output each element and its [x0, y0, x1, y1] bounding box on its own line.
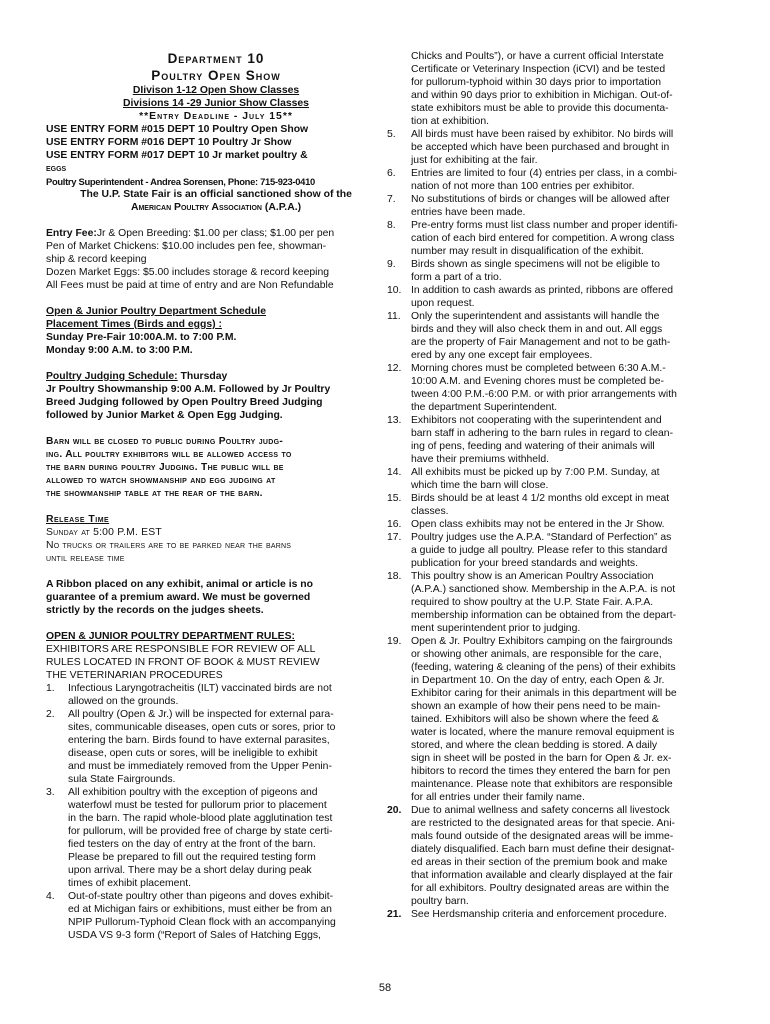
release-note: until release time: [46, 553, 125, 564]
rule-text-line: Out-of-state poultry other than pigeons and doves exhibit-: [68, 891, 334, 902]
rule-item: [387, 518, 723, 531]
rule-text-line: classes.: [411, 506, 449, 517]
rule-item: [46, 708, 386, 786]
rule-text-line: hibitors to record the times they entered the barn for pen: [411, 766, 671, 777]
rule-text-line: the department Superintendent.: [411, 402, 558, 413]
rule-text-line: Entries are limited to four (4) entries per class, in a combi-: [411, 168, 678, 179]
entry-form-016: USE ENTRY FORM #016 DEPT 10 Poultry Jr Show: [46, 137, 292, 148]
rule-text-line: diately disqualified. Each barn must define their designat-: [411, 844, 675, 855]
rule-number: 17.: [387, 532, 402, 543]
rule-number: 18.: [387, 571, 402, 582]
rule-text-line: upon arrival. There may be a short delay during peak: [68, 865, 312, 876]
rule-text-line: are the property of Fair Management and not to be gath-: [411, 337, 671, 348]
barn-notice-line: ing. All poultry exhibitors will be allowed access to: [46, 449, 292, 460]
rule-text-line: tion at exhibition.: [411, 116, 489, 127]
rule-text-line: sign in sheet will be posted in the barn for Open & Jr. ex-: [411, 753, 672, 764]
barn-notice-line: the barn during poultry Judging. The public will be: [46, 462, 284, 473]
rule-text-line: disease, open cuts or sores, will be ineligible to exhibit: [68, 748, 318, 759]
rule-text-line: entries have been made.: [411, 207, 526, 218]
rule-text-line: tween 4:00 P.M.-6:00 P.M. or with prior arrangements with: [411, 389, 677, 400]
rule-text-line: that information available and clearly displayed at the fair: [411, 870, 673, 881]
rule-text-line: All poultry (Open & Jr.) will be inspected for external para-: [68, 709, 334, 720]
rule-text-line: water is located, where the manure removal equipment is: [411, 727, 675, 738]
rule-text-line: nation of not more than 100 entries per exhibitor.: [411, 181, 635, 192]
fee-refund-note: All Fees must be paid at time of entry and are Non Refundable: [46, 280, 334, 291]
rule-text-line: ment superintendent prior to judging.: [411, 623, 581, 634]
entry-fee-line: [46, 227, 386, 240]
judging-line: Jr Poultry Showmanship 9:00 A.M. Followed by Jr Poultry: [46, 384, 331, 395]
rule-item: [387, 128, 723, 167]
rule-number: 21.: [387, 909, 402, 920]
judging-label: Poultry Judging Schedule:: [46, 371, 178, 382]
rules-intro: EXHIBITORS ARE RESPONSIBLE FOR REVIEW OF ALL: [46, 644, 316, 655]
superintendent-line: Poultry Superintendent - Andrea Sorensen, Phone: 715-923-0410: [46, 176, 315, 187]
rule-number: 4.: [46, 891, 55, 902]
rule-text-line: for all exhibitors. Poultry designated areas are within the: [411, 883, 670, 894]
rule-number: 14.: [387, 467, 402, 478]
rule-text-line: Exhibitor caring for their animals in this department will be: [411, 688, 677, 699]
rule-number: 8.: [387, 220, 396, 231]
judging-line: Breed Judging followed by Open Poultry Breed Judging: [46, 397, 323, 408]
rule-text-line: USDA VS 9-3 form (“Report of Sales of Hatching Eggs,: [68, 930, 321, 941]
rule-text-line: Due to animal wellness and safety concerns all livestock: [411, 805, 670, 816]
rule-item: [387, 258, 723, 284]
release-note: No trucks or trailers are to be parked near the barns: [46, 540, 292, 551]
schedule-monday: Monday 9:00 A.M. to 3:00 P.M.: [46, 345, 193, 356]
ribbon-note: strictly by the records on the judges sheets.: [46, 605, 264, 616]
barn-notice-line: the showmanship table at the rear of the barn.: [46, 488, 263, 499]
rule-text-line: Birds should be at least 4 1/2 months old except in meat: [411, 493, 670, 504]
apa-line: American Poultry Association (A.P.A.): [130, 202, 302, 213]
placement-times-heading: Placement Times (Birds and eggs) :: [46, 319, 222, 330]
rule-item: [387, 167, 723, 193]
rule-text-line: Certificate or Veterinary Inspection (iCVI) and be tested: [411, 64, 666, 75]
rule-text-line: 10:00 A.M. and Evening chores must be completed be-: [411, 376, 664, 387]
rule-number: 2.: [46, 709, 55, 720]
rule-number: 10.: [387, 285, 402, 296]
rule-text-line: This poultry show is an American Poultry Association: [411, 571, 654, 582]
rule-4-continuation: [387, 50, 723, 128]
rule-text-line: Poultry judges use the A.P.A. “Standard of Perfection” as: [411, 532, 672, 543]
rule-number: 3.: [46, 787, 55, 798]
rule-number: 15.: [387, 493, 402, 504]
rule-text-line: waterfowl must be tested for pullorum prior to placement: [68, 800, 327, 811]
rule-text-line: (feeding, watering & cleaning of the pens) of their exhibits: [411, 662, 676, 673]
department-title: Department 10: [167, 51, 265, 66]
ribbon-note: A Ribbon placed on any exhibit, animal or article is no: [46, 579, 313, 590]
rule-text-line: Infectious Laryngotracheitis (ILT) vaccinated birds are not: [68, 683, 332, 694]
rule-item: [387, 804, 723, 908]
rule-item: [387, 570, 723, 635]
rule-item: [387, 635, 723, 804]
entry-fee-label: Entry Fee:: [46, 228, 97, 239]
rule-text-line: cation of each bird entered for competition. A wrong class: [411, 233, 675, 244]
rule-item: [387, 193, 723, 219]
rule-number: 9.: [387, 259, 396, 270]
schedule-heading: Open & Junior Poultry Department Schedule: [46, 306, 266, 317]
rule-number: 16.: [387, 519, 402, 530]
rule-text-line: No substitutions of birds or changes will be allowed after: [411, 194, 670, 205]
rule-text-line: Morning chores must be completed between 6:30 A.M.-: [411, 363, 666, 374]
rule-item: [387, 362, 723, 414]
division-junior: Divisions 14 -29 Junior Show Classes: [123, 98, 309, 109]
rule-text-line: be accepted which have been purchased and brought in: [411, 142, 670, 153]
rule-text-line: In addition to cash awards as printed, ribbons are offered: [411, 285, 674, 296]
rule-text-line: form a part of a trio.: [411, 272, 502, 283]
rule-item: [46, 786, 386, 890]
barn-notice-line: allowed to watch showmanship and egg judging at: [46, 475, 276, 486]
fair-sanction-line: The U.P. State Fair is an official sanctioned show of the: [80, 189, 352, 200]
rule-number: 11.: [387, 311, 401, 322]
rule-text-line: birds and they will also check them in and out. All eggs: [411, 324, 663, 335]
rule-text-line: for all entries under their family name.: [411, 792, 585, 803]
rule-text-line: All exhibits must be picked up by 7:00 P.M. Sunday, at: [411, 467, 660, 478]
rule-text-line: tained. Exhibitors will also be shown where the feed &: [411, 714, 659, 725]
rule-number: 19.: [387, 636, 402, 647]
department-subtitle: Poultry Open Show: [151, 68, 281, 83]
rule-item: [387, 492, 723, 518]
rule-text-line: publication for your breed standards and weights.: [411, 558, 639, 569]
rule-text-line: ed areas in their section of the premium book and make: [411, 857, 668, 868]
fee-market-eggs: Dozen Market Eggs: $5.00 includes storage & record keeping: [46, 267, 330, 278]
rule-text-line: Birds shown as single specimens will not be eligible to: [411, 259, 660, 270]
rule-item: [387, 466, 723, 492]
rule-text-line: and within 90 days prior to exhibition in Michigan. Out-of-: [411, 90, 673, 101]
rule-item: [387, 531, 723, 570]
judging-day: Thursday: [177, 371, 228, 382]
left-column: [46, 50, 386, 942]
rule-item: [387, 414, 723, 466]
entry-form-017-cont: eggs: [46, 163, 67, 174]
entry-form-017: USE ENTRY FORM #017 DEPT 10 Jr market poultry &: [46, 150, 308, 161]
rule-item: [46, 682, 386, 708]
rule-text-line: just for exhibiting at the fair.: [411, 155, 538, 166]
rules-intro: RULES LOCATED IN FRONT OF BOOK & MUST REVIEW: [46, 657, 320, 668]
rule-text-line: Chicks and Poults”), or have a current official Interstate: [411, 51, 664, 62]
rule-text-line: for pullorum, will be provided free of charge by state certi-: [68, 826, 333, 837]
rule-text-line: Only the superintendent and assistants will handle the: [411, 311, 660, 322]
rule-text-line: for pullorum-typhoid within 30 days prior to importation: [411, 77, 662, 88]
rule-text-line: upon request.: [411, 298, 475, 309]
rule-text-line: required to show poultry at the U.P. State Fair. A.P.A.: [411, 597, 654, 608]
rules-heading: OPEN & JUNIOR POULTRY DEPARTMENT RULES:: [46, 631, 296, 642]
schedule-sunday: Sunday Pre-Fair 10:00A.M. to 7:00 P.M.: [46, 332, 237, 343]
rule-text-line: Open & Jr. Poultry Exhibitors camping on the fairgrounds: [411, 636, 673, 647]
release-time: Sunday at 5:00 P.M. EST: [46, 527, 162, 538]
rules-intro: THE VETERINARIAN PROCEDURES: [46, 670, 223, 681]
rule-item: [387, 310, 723, 362]
entry-deadline: **Entry Deadline - July 15**: [139, 111, 293, 122]
barn-notice-line: Barn will be closed to public during Poultry judg-: [46, 436, 284, 447]
rule-text-line: number may result in disqualification of the exhibit.: [411, 246, 644, 257]
rule-item: [387, 284, 723, 310]
rules-list-left: [46, 682, 386, 942]
rule-text-line: which time the barn will close.: [411, 480, 549, 491]
entry-form-015: USE ENTRY FORM #015 DEPT 10 Poultry Open Show: [46, 124, 309, 135]
rule-number: 13.: [387, 415, 402, 426]
rule-text-line: fied testers on the day of entry at the front of the barn.: [68, 839, 316, 850]
rule-text-line: (A.P.A.) sanctioned show. Membership in the A.P.A. is not: [411, 584, 676, 595]
rule-text-line: maintenance. Please note that exhibitors are responsible: [411, 779, 673, 790]
rule-number: 1.: [46, 683, 55, 694]
rule-text-line: state exhibitors must be able to provide this documenta-: [411, 103, 669, 114]
rule-item: [46, 890, 386, 942]
division-open: DIivison 1-12 Open Show Classes: [132, 85, 300, 96]
rule-text-line: shown an example of how their pens need to be main-: [411, 701, 661, 712]
judging-schedule-heading: [46, 370, 386, 383]
rule-text-line: All exhibition poultry with the exception of pigeons and: [68, 787, 318, 798]
rule-text-line: ered by any one except fair employees.: [411, 350, 593, 361]
rule-text-line: a guide to judge all poultry. Please refer to this standard: [411, 545, 668, 556]
rule-text-line: in the barn. The rapid whole-blood plate agglutination test: [68, 813, 333, 824]
rule-number: 20.: [387, 805, 402, 816]
rule-text-line: sula State Fairgrounds.: [68, 774, 176, 785]
rule-text-line: NPIP Pullorum-Typhoid Clean flock with an accompanying: [68, 917, 336, 928]
rule-number: 12.: [387, 363, 402, 374]
rule-item: [387, 908, 723, 921]
rule-text-line: mals found outside of the designated areas will be imme-: [411, 831, 674, 842]
rule-text-line: Exhibitors not cooperating with the superintendent and: [411, 415, 662, 426]
rule-number: 5.: [387, 129, 396, 140]
rule-text-line: barn staff in adhering to the barn rules in regard to clean-: [411, 428, 674, 439]
rule-text-line: sites, communicable diseases, open cuts or sores, prior to: [68, 722, 336, 733]
rule-text-line: in Department 10. On the day of entry, each Open & Jr.: [411, 675, 665, 686]
judging-line: followed by Junior Market & Open Egg Judging.: [46, 410, 283, 421]
rule-text-line: Pre-entry forms must list class number and proper identifi-: [411, 220, 678, 231]
entry-fee-text: Jr & Open Breeding: $1.00 per class; $1.00 per pen: [96, 228, 335, 239]
right-column: [387, 50, 723, 921]
rule-text-line: times of exhibit placement.: [68, 878, 192, 889]
rule-text-line: poultry barn.: [411, 896, 469, 907]
rule-text-line: ing of pens, feeding and watering of their animals will: [411, 441, 655, 452]
fee-market-chickens-cont: ship & record keeping: [46, 254, 147, 265]
rule-text-line: and must be immediately removed from the Upper Penin-: [68, 761, 332, 772]
rule-text-line: have their premiums withheld.: [411, 454, 550, 465]
rule-text-line: or showing other animals, are responsible for the care,: [411, 649, 662, 660]
rule-text-line: ed at Michigan fairs or exhibitions, must either be from an: [68, 904, 332, 915]
rule-text-line: stored, and where the clean bedding is stored. A daily: [411, 740, 658, 751]
rule-number: 7.: [387, 194, 396, 205]
rule-text-line: Please be prepared to fill out the required testing form: [68, 852, 316, 863]
rule-number: 6.: [387, 168, 396, 179]
rule-text-line: membership information can be obtained from the depart-: [411, 610, 677, 621]
rules-list-right: [387, 128, 723, 921]
rule-item: [387, 219, 723, 258]
page-number: 58: [378, 982, 392, 994]
rule-text-line: All birds must have been raised by exhibitor. No birds will: [411, 129, 674, 140]
rule-text-line: Open class exhibits may not be entered in the Jr Show.: [411, 519, 665, 530]
ribbon-note: guarantee of a premium award. We must be governed: [46, 592, 311, 603]
release-time-heading: Release Time: [46, 514, 110, 525]
rule-text-line: allowed on the grounds.: [68, 696, 179, 707]
rule-text-line: are restricted to the designated areas for that specie. Ani-: [411, 818, 675, 829]
rule-text-line: entering the barn. Birds found to have external parasites,: [68, 735, 330, 746]
rule-text-line: See Herdsmanship criteria and enforcement procedure.: [411, 909, 667, 920]
fee-market-chickens: Pen of Market Chickens: $10.00 includes pen fee, showman-: [46, 241, 327, 252]
